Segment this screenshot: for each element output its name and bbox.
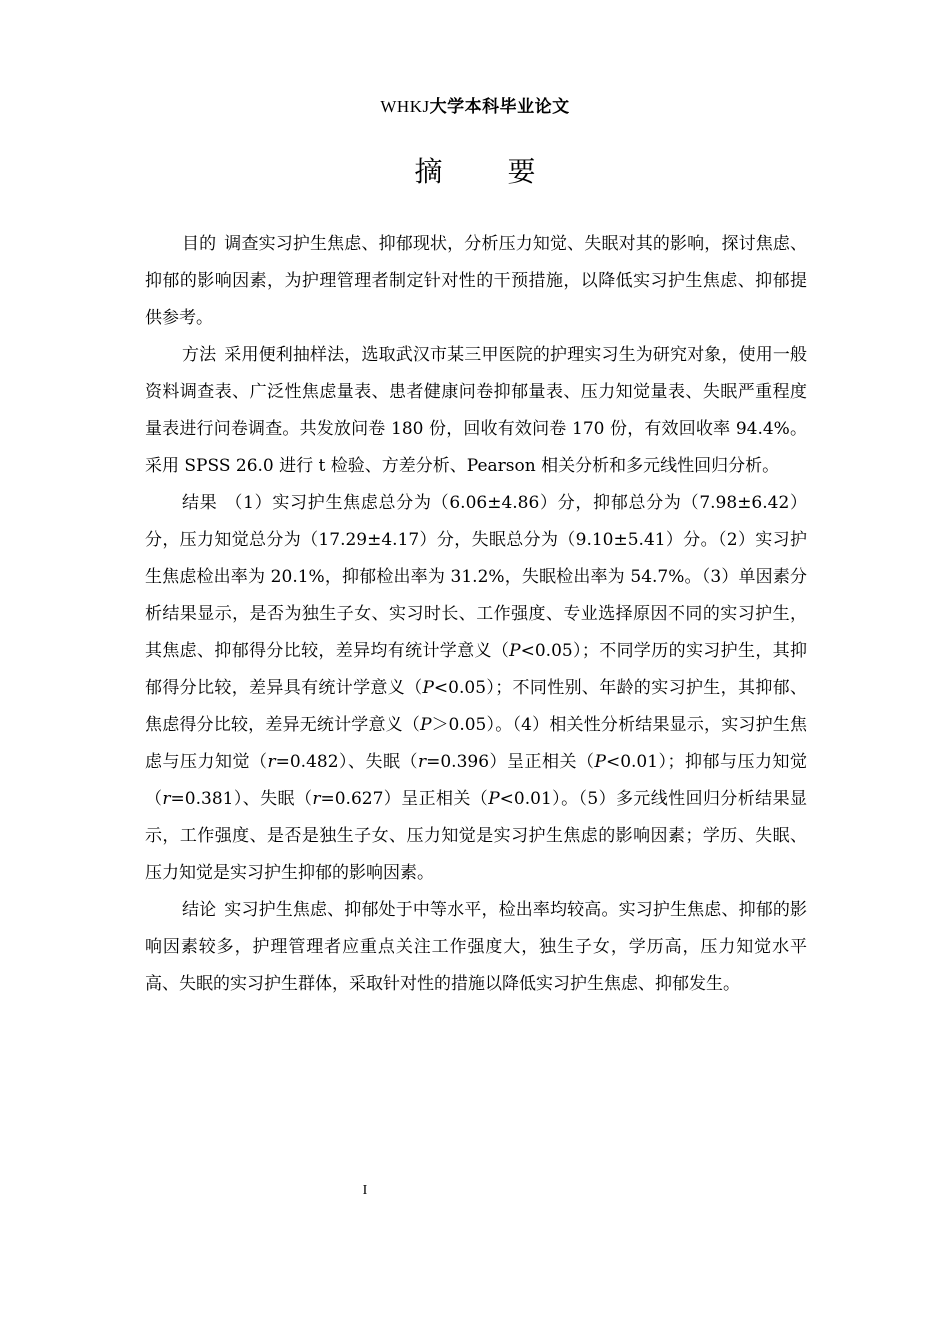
objective-paragraph <box>145 226 807 337</box>
conclusion-label: 结论 <box>182 900 217 920</box>
methods-label: 方法 <box>182 345 217 365</box>
p-symbol: P <box>509 641 521 661</box>
p-symbol: P <box>488 789 500 809</box>
methods-paragraph <box>145 337 807 485</box>
results-paragraph <box>145 485 807 892</box>
conclusion-paragraph <box>145 892 807 1003</box>
r-symbol: r <box>417 752 427 772</box>
objective-label: 目的 <box>182 234 217 254</box>
results-label: 结果 <box>182 493 218 513</box>
page-number: I <box>362 1183 368 1198</box>
r-symbol: r <box>312 789 321 809</box>
running-header <box>0 94 950 120</box>
p-symbol: P <box>594 752 606 772</box>
results-text: <0.05）；不同学历的实习护生，其抑郁得分比较，差异具有统计学意义（ <box>145 641 807 698</box>
header-institution-code: WHKJ <box>380 97 430 116</box>
results-text: =0.482）、失眠（ <box>275 752 418 772</box>
results-text: ＞0.05）。（4）相关性分析结果显示，实习护生焦虑与压力知觉（ <box>145 715 808 772</box>
p-symbol: P <box>420 715 432 735</box>
conclusion-text: 实习护生焦虑、抑郁处于中等水平，检出率均较高。实习护生焦虑、抑郁的影响因素较多，护理管理者应重点关注工作强度大，独生子女，学历高，压力知觉水平高、失眠的实习护生群体，采取针对性的措施以降低实习护生焦虑、抑郁发生。 <box>145 900 808 994</box>
r-symbol: r <box>267 752 276 772</box>
methods-text: 采用便利抽样法，选取武汉市某三甲医院的护理实习生为研究对象，使用一般资料调查表、广泛性焦虑量表、患者健康问卷抑郁量表、压力知觉量表、失眠严重程度量表进行问卷调查。共发放问卷 180 份，回收有效问卷 170 份，有效回收率 94.4%。采用 SPSS 26.0 进行 t 检验、方差分析、Pearson 相关分析和多元线性回归分析。 <box>145 345 808 476</box>
p-symbol: P <box>422 678 434 698</box>
page-title: 摘 要 <box>414 155 564 188</box>
results-text: =0.381）、失眠（ <box>170 789 313 809</box>
results-text: <0.01）；抑郁与压力知觉（ <box>145 752 807 809</box>
objective-text: 调查实习护生焦虑、抑郁现状，分析压力知觉、失眠对其的影响，探讨焦虑、抑郁的影响因素，为护理管理者制定针对性的干预措施，以降低实习护生焦虑、抑郁提供参考。 <box>145 234 808 328</box>
header-thesis-type: 大学本科毕业论文 <box>429 97 570 117</box>
r-symbol: r <box>162 789 171 809</box>
results-text: =0.627）呈正相关（ <box>320 789 489 809</box>
results-text: =0.396）呈正相关（ <box>426 752 595 772</box>
results-text: （1）实习护生焦虑总分为（6.06±4.86）分，抑郁总分为（7.98±6.42）分，压力知觉总分为（17.29±4.17）分，失眠总分为（9.10±5.41）分。（2）实习护生焦虑检出率为 20.1%，抑郁检出率为 31.2%，失眠检出率为 54.7%。（3）单因素分析结果显示，是否为独生子女、实习时长、工作强度、专业选择原因不同的实习护生，其焦虑、抑郁得分比较，差异均有统计学意义（ <box>145 493 807 661</box>
results-text: <0.05）；不同性别、年龄的实习护生，其抑郁、焦虑得分比较，差异无统计学意义（ <box>145 678 807 735</box>
results-text: <0.01）。（5）多元线性回归分析结果显示，工作强度、是否是独生子女、压力知觉是实习护生焦虑的影响因素；学历、失眠、压力知觉是实习护生抑郁的影响因素。 <box>145 789 807 883</box>
abstract-body <box>145 226 807 1003</box>
